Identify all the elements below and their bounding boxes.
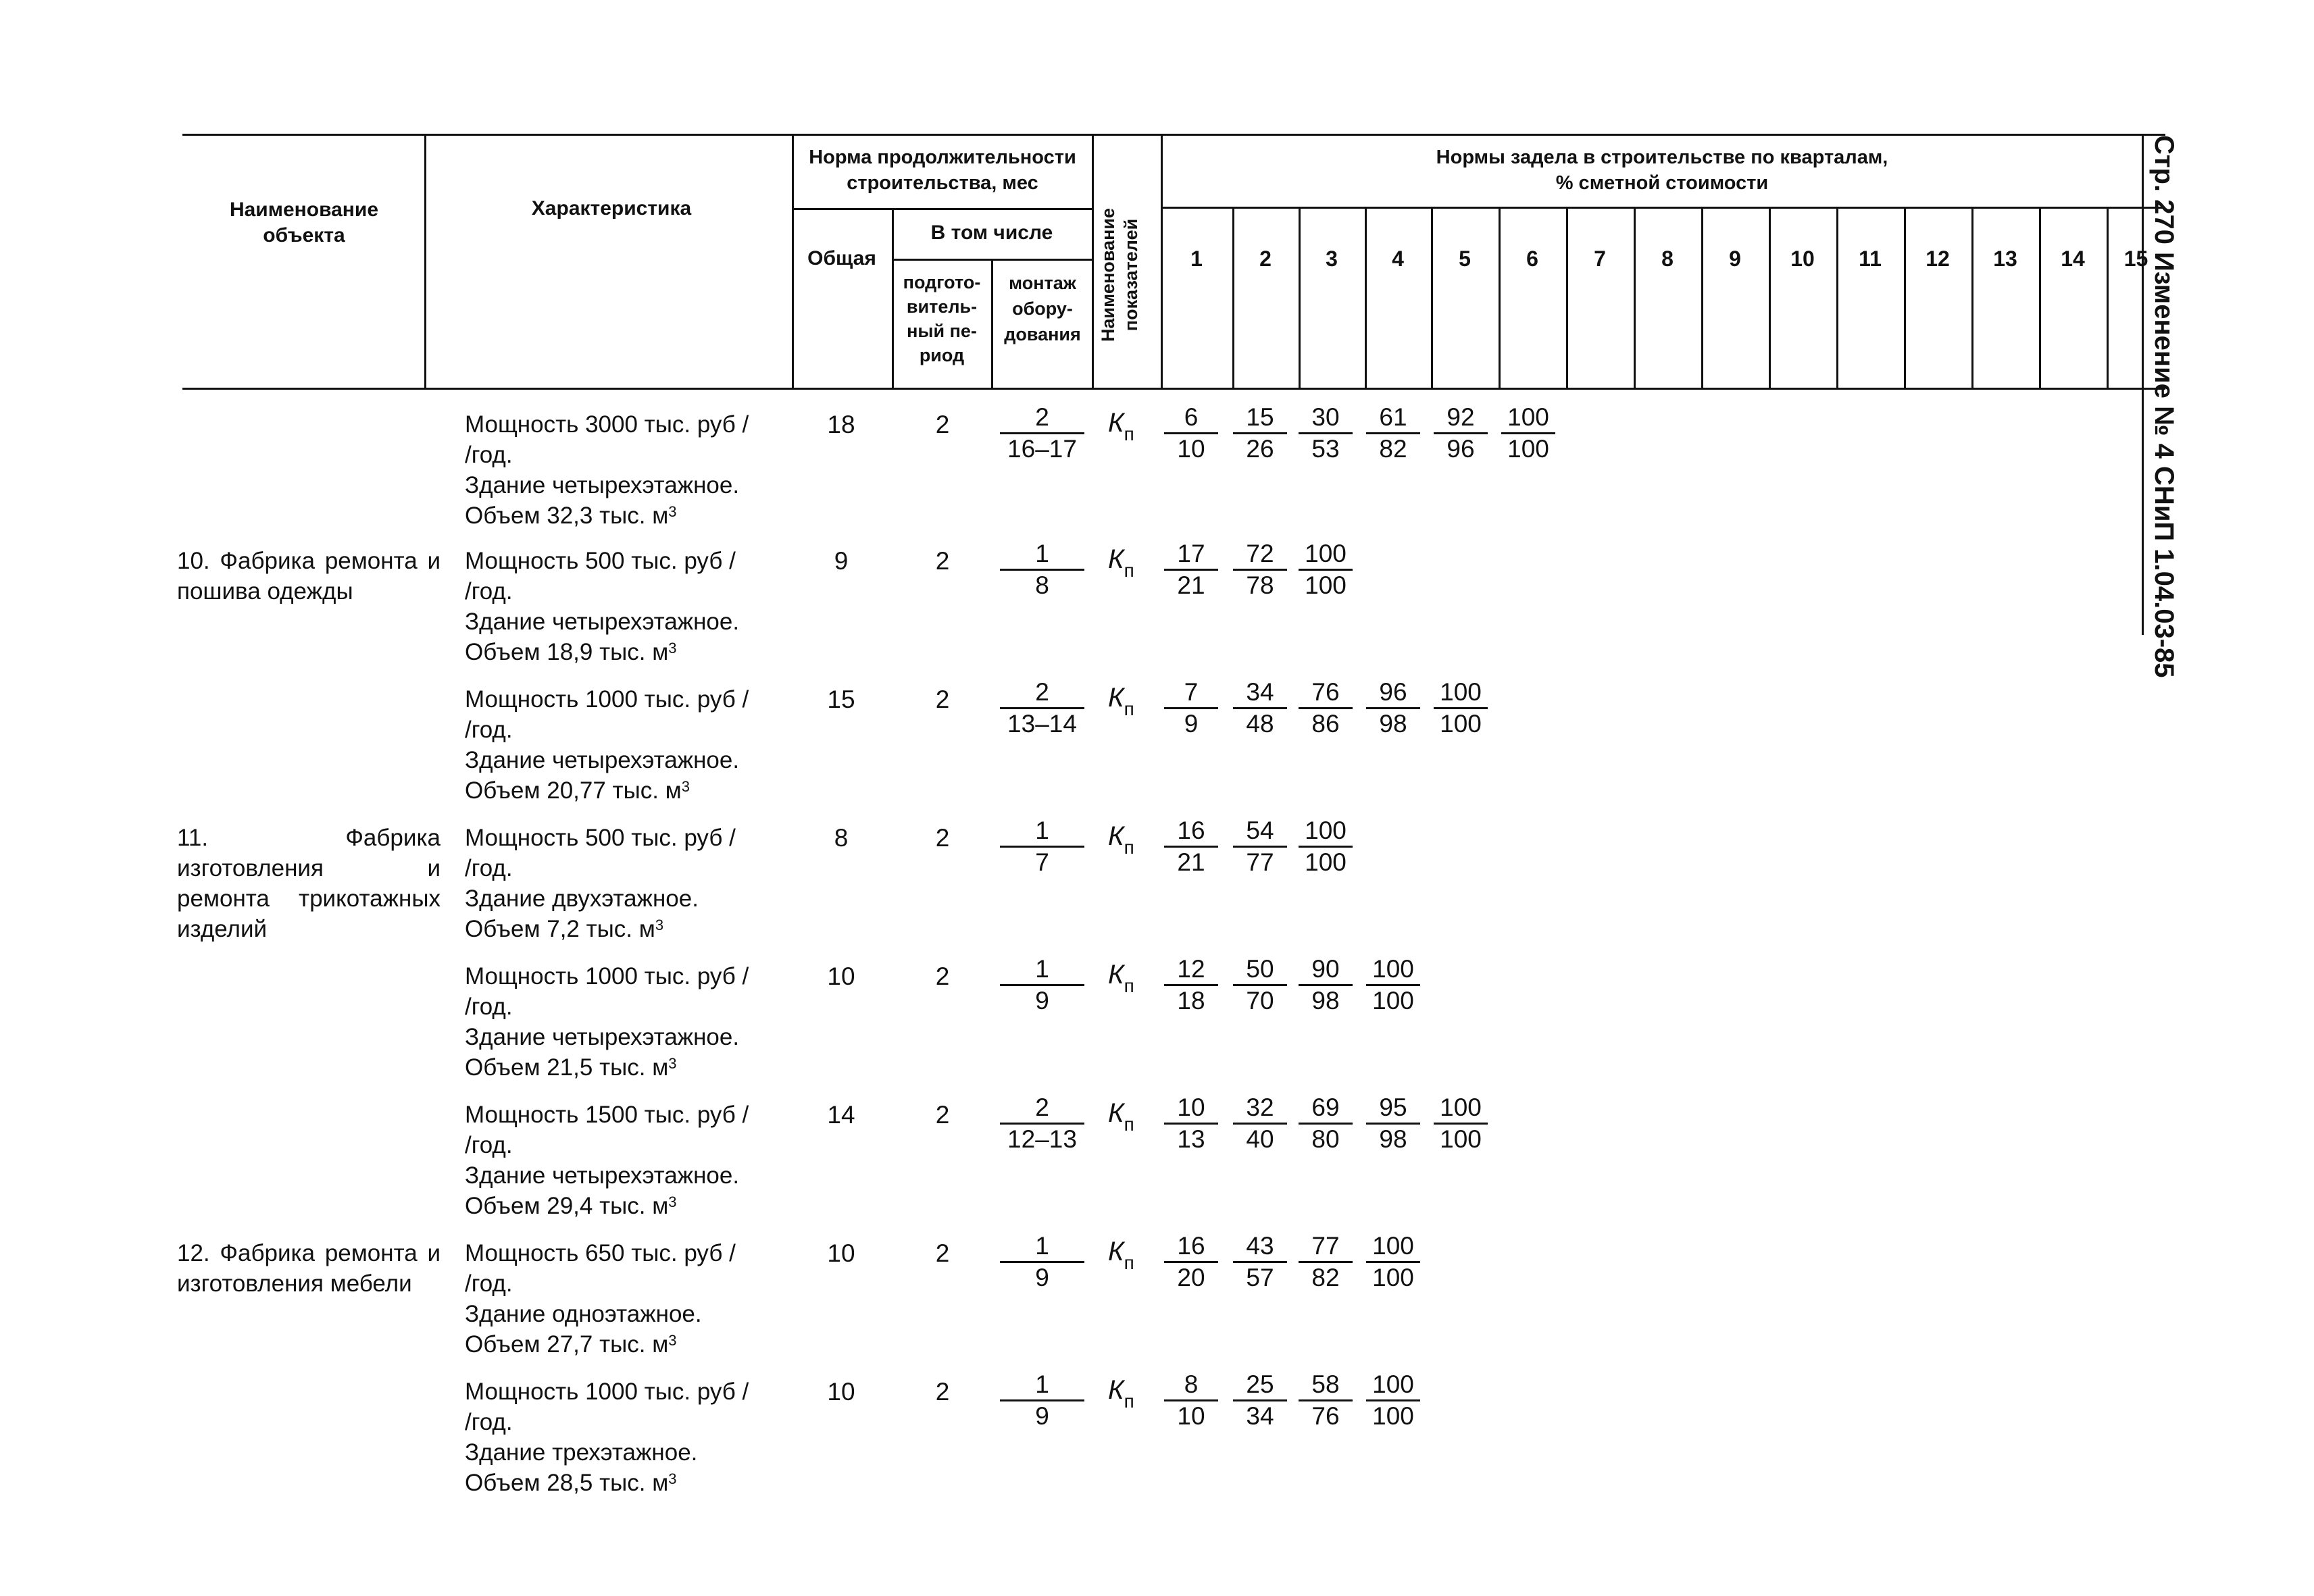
fraction-top: 16 <box>1164 1231 1218 1263</box>
side-caption-underline <box>2142 135 2144 635</box>
quarter-value <box>1233 1093 1287 1154</box>
characteristic-line: Мощность 1000 тыс. руб / <box>465 963 749 989</box>
indicator-symbol: К <box>1108 821 1124 851</box>
characteristic-line: /год. <box>465 855 513 881</box>
fraction-bottom: 18 <box>1177 987 1205 1014</box>
duration-total: 15 <box>827 686 855 713</box>
fraction-bottom: 100 <box>1440 710 1482 738</box>
fraction-top: 76 <box>1299 677 1353 709</box>
fraction-top: 1 <box>1000 539 1084 571</box>
duration-installation <box>1000 1370 1084 1431</box>
quarter-number: 4 <box>1392 247 1404 271</box>
fraction-bottom: 96 <box>1447 435 1475 463</box>
characteristic-line: /год. <box>465 994 513 1020</box>
characteristic-line: Мощность 1000 тыс. руб / <box>465 686 749 713</box>
duration-total: 8 <box>834 824 849 852</box>
indicator-subscript: п <box>1124 560 1134 581</box>
quarter-number: 3 <box>1326 247 1338 271</box>
quarter-value <box>1299 1370 1353 1431</box>
characteristic-line: Мощность 500 тыс. руб / <box>465 825 736 851</box>
indicator-kp <box>1108 960 1134 994</box>
fraction-top: 100 <box>1299 816 1353 848</box>
quarter-value <box>1501 403 1555 464</box>
indicator-kp <box>1108 683 1134 717</box>
side-caption: Стр. 270 Изменение № 4 СНиП 1.04.03-85 <box>2149 135 2179 678</box>
indicator-kp <box>1108 1375 1134 1410</box>
quarter-number: 10 <box>1790 247 1815 271</box>
fraction-top: 100 <box>1501 403 1555 434</box>
superscript: 3 <box>655 917 664 933</box>
fraction-top: 50 <box>1233 954 1287 986</box>
quarter-value <box>1366 954 1420 1016</box>
header-object-name: Наименование объекта <box>229 199 379 247</box>
quarter-value <box>1233 403 1287 464</box>
quarter-number: 12 <box>1926 247 1950 271</box>
fraction-bottom: 53 <box>1311 435 1340 463</box>
quarter-value <box>1164 1231 1218 1293</box>
characteristic-line: /год. <box>465 1270 513 1297</box>
quarter-divider <box>1634 208 1636 389</box>
characteristic-line: Здание четырехэтажное. <box>465 747 740 773</box>
quarter-value <box>1366 1093 1420 1154</box>
fraction-bottom: 9 <box>1035 987 1049 1014</box>
fraction-top: 100 <box>1434 677 1488 709</box>
duration-installation <box>1000 816 1084 877</box>
indicator-kp <box>1108 1237 1134 1271</box>
indicator-subscript: п <box>1124 1114 1134 1135</box>
characteristic-line: Здание трехэтажное. <box>465 1439 698 1466</box>
duration-preparatory: 2 <box>935 962 950 990</box>
col-divider-inst <box>1092 134 1094 389</box>
duration-preparatory: 2 <box>935 1239 950 1267</box>
indicator-symbol: К <box>1108 683 1124 713</box>
characteristic-line: Здание одноэтажное. <box>465 1301 702 1327</box>
characteristic-line: Объем 32,3 тыс. м <box>465 503 669 529</box>
characteristic-line: Объем 27,7 тыс. м <box>465 1331 669 1358</box>
fraction-top: 7 <box>1164 677 1218 709</box>
header-characteristic: Характеристика <box>531 197 692 220</box>
duration-preparatory: 2 <box>935 547 950 575</box>
duration-total: 10 <box>827 1239 855 1267</box>
quarter-divider <box>1566 208 1568 389</box>
fraction-top: 96 <box>1366 677 1420 709</box>
header-installation: монтаж обору- дования <box>1004 273 1081 344</box>
duration-installation <box>1000 677 1084 739</box>
quarter-number: 11 <box>1859 247 1882 271</box>
characteristic <box>465 684 782 806</box>
fraction-bottom: 16–17 <box>1007 435 1077 463</box>
fraction-top: 15 <box>1233 403 1287 434</box>
fraction-top: 100 <box>1366 1231 1420 1263</box>
fraction-bottom: 40 <box>1246 1125 1274 1153</box>
quarter-value <box>1164 1093 1218 1154</box>
fraction-top: 6 <box>1164 403 1218 434</box>
quarter-value <box>1366 1370 1420 1431</box>
characteristic-line: /год. <box>465 1132 513 1158</box>
duration-installation <box>1000 539 1084 600</box>
characteristic <box>465 961 782 1083</box>
indicator-subscript: п <box>1124 423 1134 444</box>
duration-preparatory: 2 <box>935 686 950 713</box>
indicator-symbol: К <box>1108 1098 1124 1128</box>
characteristic-line: Мощность 650 тыс. руб / <box>465 1240 736 1266</box>
quarter-divider <box>1836 208 1838 389</box>
indicator-symbol: К <box>1108 1237 1124 1266</box>
characteristic-line: Здание четырехэтажное. <box>465 1162 740 1189</box>
fraction-bottom: 86 <box>1311 710 1340 738</box>
quarter-value <box>1299 677 1353 739</box>
characteristic-line: Здание четырехэтажное. <box>465 609 740 635</box>
characteristic-line: Здание четырехэтажное. <box>465 1024 740 1050</box>
fraction-top: 54 <box>1233 816 1287 848</box>
fraction-top: 12 <box>1164 954 1218 986</box>
fraction-top: 2 <box>1000 403 1084 434</box>
fraction-top: 61 <box>1366 403 1420 434</box>
quarter-value <box>1434 403 1488 464</box>
header-total: Общая <box>807 247 876 269</box>
quarter-value <box>1366 1231 1420 1293</box>
superscript: 3 <box>668 1055 677 1072</box>
fraction-top: 72 <box>1233 539 1287 571</box>
fraction-bottom: 100 <box>1305 848 1347 876</box>
fraction-top: 1 <box>1000 1231 1084 1263</box>
fraction-bottom: 20 <box>1177 1264 1205 1291</box>
fraction-bottom: 82 <box>1311 1264 1340 1291</box>
characteristic-line: /год. <box>465 578 513 604</box>
fraction-bottom: 7 <box>1035 848 1049 876</box>
object-name: 11. Фабрика изготовления и ремонта трикотажных изделий <box>177 825 441 942</box>
fraction-bottom: 76 <box>1311 1402 1340 1430</box>
quarter-value <box>1233 816 1287 877</box>
duration-total: 14 <box>827 1101 855 1129</box>
fraction-top: 1 <box>1000 1370 1084 1401</box>
characteristic-line: /год. <box>465 442 513 468</box>
fraction-bottom: 48 <box>1246 710 1274 738</box>
fraction-top: 100 <box>1366 954 1420 986</box>
characteristic-line: /год. <box>465 717 513 743</box>
characteristic <box>465 823 782 944</box>
characteristic-line: Объем 20,77 тыс. м <box>465 777 682 804</box>
header-bottom-rule <box>182 388 2165 390</box>
quarter-value <box>1299 816 1353 877</box>
quarter-value <box>1299 1093 1353 1154</box>
fraction-bottom: 80 <box>1311 1125 1340 1153</box>
quarters-sub-rule <box>1161 207 2165 209</box>
fraction-top: 8 <box>1164 1370 1218 1401</box>
duration-total: 9 <box>834 547 849 575</box>
characteristic <box>465 1100 782 1221</box>
header-preparatory: подгото- витель- ный пе- риод <box>903 272 981 365</box>
quarter-value <box>1233 539 1287 600</box>
duration-installation <box>1000 403 1084 464</box>
quarter-divider <box>1299 208 1301 389</box>
characteristic-line: Объем 21,5 тыс. м <box>465 1054 669 1081</box>
header-including: В том числе <box>930 222 1053 244</box>
quarter-value <box>1233 1370 1287 1431</box>
duration-preparatory: 2 <box>935 411 950 438</box>
fraction-bottom: 100 <box>1372 1402 1414 1430</box>
characteristic-line: Объем 28,5 тыс. м <box>465 1470 669 1496</box>
fraction-top: 17 <box>1164 539 1218 571</box>
superscript: 3 <box>668 640 677 657</box>
header-backlog-norm: Нормы задела в строительстве по кварталам, % сметной стоимости <box>1436 147 1888 194</box>
quarter-value <box>1366 403 1420 464</box>
quarter-value <box>1299 954 1353 1016</box>
duration-preparatory: 2 <box>935 1101 950 1129</box>
fraction-top: 2 <box>1000 677 1084 709</box>
fraction-bottom: 13 <box>1177 1125 1205 1153</box>
quarter-value <box>1233 1231 1287 1293</box>
characteristic-line: Мощность 1500 тыс. руб / <box>465 1102 749 1128</box>
indicator-subscript: п <box>1124 1252 1134 1273</box>
duration-installation <box>1000 1093 1084 1154</box>
fraction-bottom: 34 <box>1246 1402 1274 1430</box>
fraction-bottom: 98 <box>1311 987 1340 1014</box>
duration-total: 10 <box>827 962 855 990</box>
quarter-number: 8 <box>1661 247 1674 271</box>
quarter-divider <box>1232 208 1234 389</box>
fraction-top: 32 <box>1233 1093 1287 1125</box>
fraction-bottom: 9 <box>1184 710 1199 738</box>
superscript: 3 <box>681 778 690 795</box>
quarter-divider <box>1499 208 1501 389</box>
col-divider-indicators <box>1161 134 1163 389</box>
fraction-top: 16 <box>1164 816 1218 848</box>
fraction-top: 77 <box>1299 1231 1353 1263</box>
fraction-bottom: 70 <box>1246 987 1274 1014</box>
quarter-value <box>1366 677 1420 739</box>
quarter-value <box>1233 677 1287 739</box>
fraction-bottom: 100 <box>1440 1125 1482 1153</box>
fraction-bottom: 13–14 <box>1007 710 1077 738</box>
duration-total: 10 <box>827 1378 855 1406</box>
fraction-top: 34 <box>1233 677 1287 709</box>
fraction-top: 1 <box>1000 816 1084 848</box>
indicator-symbol: К <box>1108 960 1124 989</box>
fraction-bottom: 98 <box>1379 710 1407 738</box>
fraction-bottom: 9 <box>1035 1402 1049 1430</box>
fraction-top: 2 <box>1000 1093 1084 1125</box>
fraction-bottom: 100 <box>1305 571 1347 599</box>
quarter-value <box>1164 954 1218 1016</box>
duration-installation <box>1000 954 1084 1016</box>
fraction-top: 30 <box>1299 403 1353 434</box>
characteristic-line: Объем 7,2 тыс. м <box>465 916 655 942</box>
quarter-value <box>1164 677 1218 739</box>
fraction-bottom: 98 <box>1379 1125 1407 1153</box>
quarter-value <box>1299 403 1353 464</box>
quarter-divider <box>2039 208 2041 389</box>
quarter-number: 7 <box>1594 247 1606 271</box>
fraction-bottom: 10 <box>1177 1402 1205 1430</box>
quarter-divider <box>1904 208 1906 389</box>
quarter-number: 5 <box>1459 247 1471 271</box>
fraction-top: 100 <box>1299 539 1353 571</box>
fraction-bottom: 100 <box>1372 987 1414 1014</box>
characteristic-line: Объем 18,9 тыс. м <box>465 639 669 665</box>
quarter-number: 14 <box>2061 247 2085 271</box>
indicator-kp <box>1108 544 1134 579</box>
quarter-divider <box>1431 208 1433 389</box>
superscript: 3 <box>668 1470 677 1487</box>
fraction-top: 1 <box>1000 954 1084 986</box>
duration-preparatory: 2 <box>935 824 950 852</box>
characteristic-line: Объем 29,4 тыс. м <box>465 1193 669 1219</box>
fraction-bottom: 21 <box>1177 571 1205 599</box>
fraction-top: 43 <box>1233 1231 1287 1263</box>
indicator-subscript: п <box>1124 837 1134 858</box>
characteristic <box>465 1238 782 1360</box>
quarter-number: 9 <box>1729 247 1741 271</box>
fraction-top: 100 <box>1366 1370 1420 1401</box>
indicator-subscript: п <box>1124 698 1134 719</box>
col-divider-name <box>424 134 426 389</box>
quarter-divider <box>2107 208 2109 389</box>
quarter-divider <box>1769 208 1771 389</box>
fraction-top: 10 <box>1164 1093 1218 1125</box>
quarter-number: 15 <box>2123 247 2148 271</box>
fraction-bottom: 78 <box>1246 571 1274 599</box>
fraction-bottom: 26 <box>1246 435 1274 463</box>
superscript: 3 <box>668 1193 677 1210</box>
characteristic-line: Здание двухэтажное. <box>465 885 699 912</box>
indicator-kp <box>1108 1098 1134 1133</box>
quarter-value <box>1164 539 1218 600</box>
fraction-top: 25 <box>1233 1370 1287 1401</box>
fraction-top: 58 <box>1299 1370 1353 1401</box>
fraction-bottom: 82 <box>1379 435 1407 463</box>
fraction-bottom: 9 <box>1035 1264 1049 1291</box>
quarter-number: 6 <box>1526 247 1538 271</box>
quarter-number: 1 <box>1190 247 1203 271</box>
fraction-top: 95 <box>1366 1093 1420 1125</box>
fraction-bottom: 57 <box>1246 1264 1274 1291</box>
superscript: 3 <box>668 503 677 520</box>
characteristic-line: Мощность 500 тыс. руб / <box>465 548 736 574</box>
indicator-kp <box>1108 821 1134 856</box>
quarter-value <box>1434 677 1488 739</box>
characteristic-line: Здание четырехэтажное. <box>465 472 740 498</box>
table-top-rule <box>182 134 2165 136</box>
indicator-symbol: К <box>1108 408 1124 438</box>
characteristic-line: Мощность 1000 тыс. руб / <box>465 1379 749 1405</box>
characteristic <box>465 546 782 667</box>
indicator-subscript: п <box>1124 975 1134 996</box>
superscript: 3 <box>668 1332 677 1349</box>
quarter-value <box>1299 1231 1353 1293</box>
quarter-divider <box>1365 208 1367 389</box>
quarter-value <box>1233 954 1287 1016</box>
characteristic <box>465 409 782 531</box>
characteristic-line: /год. <box>465 1409 513 1435</box>
quarter-divider <box>1971 208 1973 389</box>
fraction-top: 69 <box>1299 1093 1353 1125</box>
indicator-kp <box>1108 408 1134 442</box>
fraction-bottom: 10 <box>1177 435 1205 463</box>
quarter-value <box>1434 1093 1488 1154</box>
quarter-number: 2 <box>1259 247 1272 271</box>
quarter-divider <box>1701 208 1703 389</box>
characteristic <box>465 1376 782 1498</box>
object-name: 10. Фабрика ремонта и пошива одежды <box>177 548 441 604</box>
fraction-bottom: 12–13 <box>1007 1125 1077 1153</box>
duration-preparatory: 2 <box>935 1378 950 1406</box>
object-name: 12. Фабрика ремонта и изготовления мебели <box>177 1240 441 1297</box>
header-duration-norm: Норма продолжительности строительства, мес <box>809 147 1076 194</box>
duration-installation <box>1000 1231 1084 1293</box>
duration-total: 18 <box>827 411 855 438</box>
fraction-bottom: 8 <box>1035 571 1049 599</box>
duration-sub-rule <box>792 208 1092 210</box>
fraction-top: 90 <box>1299 954 1353 986</box>
indicator-symbol: К <box>1108 1375 1124 1405</box>
fraction-top: 92 <box>1434 403 1488 434</box>
quarter-value <box>1164 816 1218 877</box>
quarter-value <box>1164 403 1218 464</box>
indicator-symbol: К <box>1108 544 1124 574</box>
fraction-top: 100 <box>1434 1093 1488 1125</box>
fraction-bottom: 100 <box>1507 435 1549 463</box>
quarter-value <box>1299 539 1353 600</box>
indicator-subscript: п <box>1124 1391 1134 1412</box>
quarter-value <box>1164 1370 1218 1431</box>
header-indicators: Наименование показателей <box>1098 207 1141 342</box>
fraction-bottom: 77 <box>1246 848 1274 876</box>
fraction-bottom: 21 <box>1177 848 1205 876</box>
fraction-bottom: 100 <box>1372 1264 1414 1291</box>
characteristic-line: Мощность 3000 тыс. руб / <box>465 411 749 438</box>
quarter-number: 13 <box>1993 247 2017 271</box>
